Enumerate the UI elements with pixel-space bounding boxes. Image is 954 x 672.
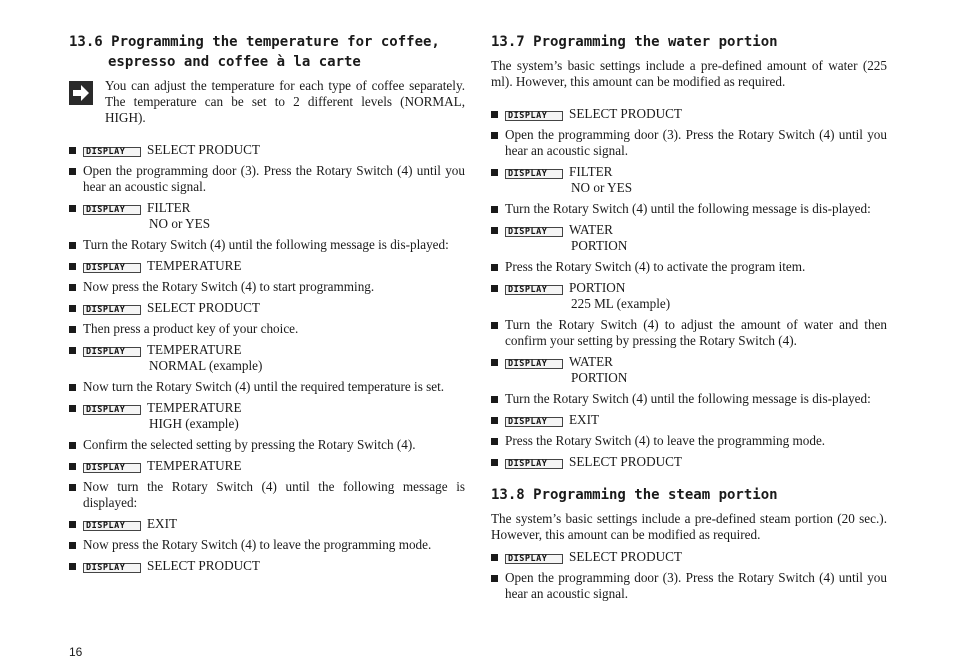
display-icon: DISPLAY [83, 347, 141, 357]
square-bullet-icon [69, 305, 76, 312]
display-step [491, 454, 887, 470]
display-step [491, 164, 887, 196]
display-message-line-2: NO or YES [571, 180, 633, 195]
display-step [69, 142, 465, 158]
instruction-step [491, 317, 887, 349]
display-message: TEMPERATURE [147, 258, 242, 273]
square-bullet-icon [491, 227, 498, 234]
right-column [491, 32, 887, 607]
display-step [491, 549, 887, 565]
display-message: SELECT PRODUCT [569, 106, 682, 121]
display-message-line-2: NORMAL (example) [149, 358, 263, 373]
instruction-text: Turn the Rotary Switch (4) to adjust the amount of water and then confirm your setting by pressing the Rotary Switch (4). [505, 317, 887, 348]
instruction-text: Press the Rotary Switch (4) to leave the programming mode. [505, 433, 826, 448]
instruction-step [69, 321, 465, 337]
square-bullet-icon [69, 542, 76, 549]
display-icon: DISPLAY [505, 111, 563, 121]
display-step [69, 516, 465, 532]
square-bullet-icon [491, 575, 498, 582]
intro-text: You can adjust the temperature for each type of coffee separately. The temperature can be set to 2 different levels (NORMAL, HIGH). [105, 78, 465, 125]
display-icon: DISPLAY [505, 417, 563, 427]
square-bullet-icon [69, 442, 76, 449]
square-bullet-icon [69, 347, 76, 354]
display-message: EXIT [147, 516, 178, 531]
instruction-step [69, 163, 465, 195]
display-icon: DISPLAY [83, 305, 141, 315]
square-bullet-icon [491, 169, 498, 176]
display-icon: DISPLAY [505, 227, 563, 237]
display-step [69, 400, 465, 432]
intro-block [491, 511, 887, 543]
display-message: SELECT PRODUCT [569, 549, 682, 564]
display-icon: DISPLAY [83, 521, 141, 531]
instruction-step [69, 279, 465, 295]
square-bullet-icon [491, 459, 498, 466]
display-step [491, 280, 887, 312]
display-icon: DISPLAY [505, 459, 563, 469]
square-bullet-icon [69, 147, 76, 154]
arrow-right-icon [69, 81, 93, 105]
instruction-text: Turn the Rotary Switch (4) until the following message is dis-played: [83, 237, 449, 252]
square-bullet-icon [69, 463, 76, 470]
display-message: SELECT PRODUCT [147, 558, 260, 573]
instruction-text: Confirm the selected setting by pressing the Rotary Switch (4). [83, 437, 416, 452]
instruction-text: Open the programming door (3). Press the Rotary Switch (4) until you hear an acoustic signal. [505, 127, 887, 158]
display-icon: DISPLAY [83, 205, 141, 215]
square-bullet-icon [491, 417, 498, 424]
square-bullet-icon [69, 521, 76, 528]
intro-text: The system’s basic settings include a pre-defined steam portion (20 sec.). However, this amount can be modified as required. [491, 511, 887, 542]
instruction-text: Turn the Rotary Switch (4) until the following message is dis-played: [505, 201, 871, 216]
square-bullet-icon [491, 132, 498, 139]
instruction-step [69, 237, 465, 253]
square-bullet-icon [69, 242, 76, 249]
square-bullet-icon [491, 285, 498, 292]
display-step [491, 222, 887, 254]
square-bullet-icon [69, 405, 76, 412]
instruction-text: Now turn the Rotary Switch (4) until the required temperature is set. [83, 379, 445, 394]
display-message: PORTION [569, 280, 626, 295]
instruction-text: Now press the Rotary Switch (4) to start programming. [83, 279, 375, 294]
display-message-line-2: 225 ML (example) [571, 296, 671, 311]
square-bullet-icon [491, 322, 498, 329]
square-bullet-icon [69, 326, 76, 333]
instruction-step [491, 391, 887, 407]
display-step [491, 354, 887, 386]
display-icon: DISPLAY [83, 405, 141, 415]
square-bullet-icon [491, 438, 498, 445]
square-bullet-icon [491, 264, 498, 271]
heading-line-1: 13.6 Programming the temperature for coffee, [69, 34, 440, 50]
step-list-13-6 [69, 142, 465, 574]
step-list-13-7 [491, 106, 887, 470]
display-message: WATER [569, 354, 613, 369]
display-icon: DISPLAY [83, 147, 141, 157]
square-bullet-icon [491, 554, 498, 561]
instruction-step [491, 259, 887, 275]
display-message-line-2: NO or YES [149, 216, 211, 231]
section-heading-13-8: 13.8 Programming the steam portion [491, 487, 778, 503]
left-column [69, 32, 465, 579]
section-heading-13-7: 13.7 Programming the water portion [491, 34, 778, 50]
square-bullet-icon [69, 263, 76, 270]
square-bullet-icon [69, 484, 76, 491]
square-bullet-icon [491, 206, 498, 213]
display-message-line-2: HIGH (example) [149, 416, 239, 431]
instruction-text: Press the Rotary Switch (4) to activate the program item. [505, 259, 806, 274]
display-icon: DISPLAY [83, 263, 141, 273]
display-icon: DISPLAY [505, 285, 563, 295]
display-icon: DISPLAY [83, 463, 141, 473]
square-bullet-icon [491, 396, 498, 403]
display-step [69, 300, 465, 316]
instruction-text: Now turn the Rotary Switch (4) until the following message is displayed: [83, 479, 465, 510]
instruction-step [69, 437, 465, 453]
display-step [491, 106, 887, 122]
display-step [69, 258, 465, 274]
display-message: TEMPERATURE [147, 342, 242, 357]
section-heading-13-6 [69, 32, 465, 72]
square-bullet-icon [69, 384, 76, 391]
display-step [491, 412, 887, 428]
display-message: WATER [569, 222, 613, 237]
square-bullet-icon [491, 111, 498, 118]
instruction-text: Then press a product key of your choice. [83, 321, 299, 336]
intro-block [69, 78, 465, 126]
display-icon: DISPLAY [505, 169, 563, 179]
display-icon: DISPLAY [505, 554, 563, 564]
intro-text: The system’s basic settings include a pre-defined amount of water (225 ml). However, this amount can be modified as required. [491, 58, 887, 89]
instruction-step [491, 201, 887, 217]
instruction-text: Turn the Rotary Switch (4) until the following message is dis-played: [505, 391, 871, 406]
display-message: SELECT PRODUCT [147, 142, 260, 157]
display-step [69, 342, 465, 374]
display-message: SELECT PRODUCT [147, 300, 260, 315]
display-message: FILTER [147, 200, 191, 215]
instruction-text: Open the programming door (3). Press the Rotary Switch (4) until you hear an acoustic signal. [505, 570, 887, 601]
square-bullet-icon [69, 563, 76, 570]
display-step [69, 200, 465, 232]
display-step [69, 458, 465, 474]
display-message: TEMPERATURE [147, 458, 242, 473]
square-bullet-icon [69, 205, 76, 212]
display-message: TEMPERATURE [147, 400, 242, 415]
instruction-step [69, 537, 465, 553]
display-message-line-2: PORTION [571, 370, 628, 385]
instruction-step [491, 127, 887, 159]
display-step [69, 558, 465, 574]
display-icon: DISPLAY [83, 563, 141, 573]
display-message: FILTER [569, 164, 613, 179]
display-icon: DISPLAY [505, 359, 563, 369]
page-number: 16 [69, 645, 83, 659]
instruction-text: Open the programming door (3). Press the Rotary Switch (4) until you hear an acoustic signal. [83, 163, 465, 194]
instruction-text: Now press the Rotary Switch (4) to leave the programming mode. [83, 537, 432, 552]
heading-line-2: espresso and coffee à la carte [108, 54, 361, 70]
square-bullet-icon [491, 359, 498, 366]
square-bullet-icon [69, 284, 76, 291]
instruction-step [491, 433, 887, 449]
instruction-step [69, 479, 465, 511]
instruction-step [69, 379, 465, 395]
step-list-13-8 [491, 549, 887, 602]
display-message: EXIT [569, 412, 600, 427]
instruction-step [491, 570, 887, 602]
display-message-line-2: PORTION [571, 238, 628, 253]
intro-block [491, 58, 887, 90]
square-bullet-icon [69, 168, 76, 175]
display-message: SELECT PRODUCT [569, 454, 682, 469]
